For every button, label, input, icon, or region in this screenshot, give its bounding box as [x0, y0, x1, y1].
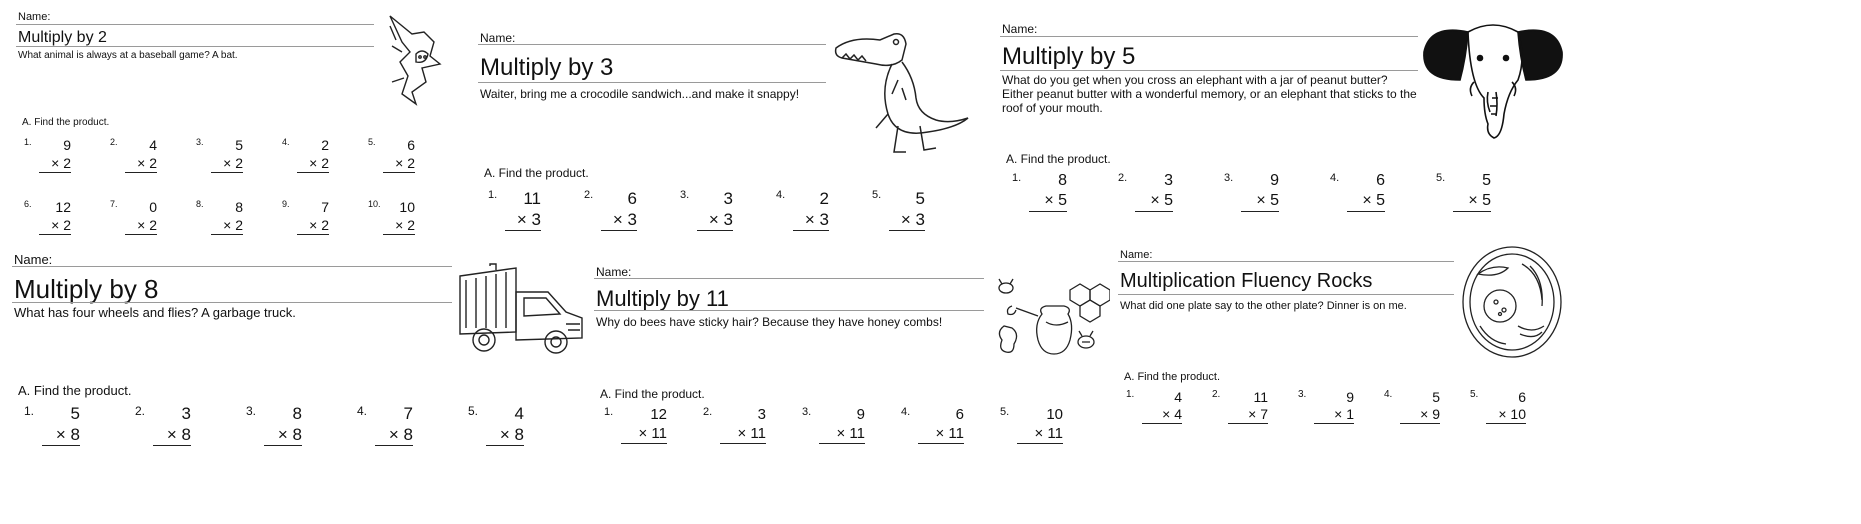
- name-line: [1000, 36, 1418, 37]
- problem-factor: 3: [1164, 172, 1173, 189]
- problem-number: 1.: [1126, 389, 1135, 400]
- problem-4: [282, 138, 352, 198]
- bat-icon: [382, 12, 452, 112]
- garbage-truck-icon: [456, 262, 588, 358]
- problem-number: 3.: [1298, 389, 1307, 400]
- problem-5: [468, 405, 538, 465]
- problem-multiplier: × 3: [889, 211, 925, 231]
- problem-number: 5.: [368, 137, 376, 147]
- problem-factor: 11: [1253, 389, 1268, 405]
- title-underline: [1000, 70, 1418, 71]
- problem-factor: 5: [235, 137, 243, 153]
- worksheet-multiply-by-5: [990, 0, 1861, 250]
- problem-number: 9.: [282, 199, 290, 209]
- problem-5: [1000, 407, 1070, 467]
- section-heading: A. Find the product.: [1006, 152, 1111, 166]
- title-underline: [478, 82, 826, 83]
- title-underline: [1118, 294, 1454, 295]
- problem-multiplier: × 2: [39, 218, 71, 235]
- problem-3: [802, 407, 872, 467]
- problem-number: 4.: [1330, 172, 1340, 184]
- joke-text: Why do bees have sticky hair? Because they have honey combs!: [596, 315, 943, 329]
- joke-text: What did one plate say to the other plate? Dinner is on me.: [1120, 300, 1407, 312]
- name-label: Name:: [14, 252, 53, 267]
- problem-factor: 4: [1174, 389, 1182, 405]
- problem-1: [1012, 173, 1082, 233]
- problem-3: [1298, 390, 1368, 450]
- problem-3: [246, 405, 316, 465]
- problem-multiplier: × 2: [297, 218, 329, 235]
- problem-number: 3.: [802, 406, 812, 418]
- problem-number: 6.: [24, 199, 32, 209]
- joke-text: What has four wheels and flies? A garbage truck.: [14, 305, 296, 320]
- worksheet-multiply-by-8: [0, 250, 600, 524]
- title-underline: [594, 310, 984, 311]
- problem-4: [1330, 173, 1400, 233]
- problem-multiplier: × 5: [1347, 193, 1385, 212]
- problem-multiplier: × 5: [1241, 193, 1279, 212]
- problem-4: [776, 190, 846, 250]
- title-underline: [12, 302, 452, 303]
- problem-3: [680, 190, 750, 250]
- section-heading: A. Find the product.: [1124, 371, 1220, 383]
- name-line: [12, 266, 452, 267]
- worksheet-multiply-by-3: [470, 0, 990, 250]
- problem-number: 5.: [468, 404, 479, 418]
- problem-multiplier: × 3: [601, 211, 637, 231]
- name-label: Name:: [480, 31, 516, 45]
- name-label: Name:: [1002, 22, 1038, 36]
- problem-factor: 3: [181, 404, 191, 423]
- problem-multiplier: × 10: [1486, 407, 1526, 424]
- problem-multiplier: × 11: [819, 426, 865, 444]
- joke-text: What animal is always at a baseball game? A bat.: [18, 50, 238, 61]
- section-heading: A. Find the product.: [22, 117, 110, 128]
- problem-number: 3.: [196, 137, 204, 147]
- problem-multiplier: × 8: [486, 426, 524, 446]
- problem-factor: 8: [1058, 172, 1067, 189]
- problem-multiplier: × 7: [1228, 407, 1268, 424]
- problem-2: [135, 405, 205, 465]
- problem-multiplier: × 3: [505, 211, 541, 231]
- name-line: [1118, 261, 1454, 262]
- problem-number: 2.: [584, 189, 594, 201]
- problem-number: 3.: [680, 189, 690, 201]
- problem-factor: 3: [757, 406, 766, 423]
- problem-factor: 9: [1270, 172, 1279, 189]
- problem-factor: 12: [650, 406, 667, 423]
- problem-factor: 7: [321, 199, 329, 215]
- problem-1: [488, 190, 558, 250]
- joke-text: Waiter, bring me a crocodile sandwich...and make it snappy!: [480, 87, 800, 101]
- problem-multiplier: × 1: [1314, 407, 1354, 424]
- problem-number: 2.: [1118, 172, 1128, 184]
- problem-2: [584, 190, 654, 250]
- worksheet-title: Multiply by 3: [480, 54, 614, 81]
- problem-2: [1118, 173, 1188, 233]
- problem-multiplier: × 2: [383, 156, 415, 173]
- problem-factor: 4: [514, 404, 524, 423]
- problem-multiplier: × 11: [720, 426, 766, 444]
- title-underline: [16, 46, 374, 47]
- name-line: [594, 278, 984, 279]
- worksheet-title: Multiplication Fluency Rocks: [1120, 270, 1373, 292]
- problem-number: 2.: [1212, 389, 1221, 400]
- problem-1: [24, 138, 94, 198]
- problem-number: 5.: [1470, 389, 1479, 400]
- problem-multiplier: × 2: [125, 218, 157, 235]
- problem-number: 4.: [901, 406, 911, 418]
- problem-5: [1470, 390, 1540, 450]
- name-label: Name:: [18, 11, 51, 23]
- name-line: [478, 44, 826, 45]
- name-label: Name:: [596, 265, 632, 279]
- worksheet-multiplication-fluency-rocks: [1110, 250, 1861, 524]
- problem-factor: 8: [235, 199, 243, 215]
- problem-factor: 10: [399, 199, 415, 215]
- problem-3: [196, 138, 266, 198]
- problem-number: 1.: [604, 406, 614, 418]
- problem-multiplier: × 8: [42, 426, 80, 446]
- problem-number: 2.: [135, 404, 146, 418]
- problem-factor: 6: [955, 406, 964, 423]
- problem-number: 1.: [24, 404, 35, 418]
- problem-number: 5.: [1436, 172, 1446, 184]
- bees-honey-icon: [990, 276, 1110, 362]
- problem-factor: 12: [55, 199, 71, 215]
- problem-factor: 5: [70, 404, 80, 423]
- problem-factor: 6: [1376, 172, 1385, 189]
- problem-multiplier: × 2: [383, 218, 415, 235]
- problem-4: [357, 405, 427, 465]
- problem-multiplier: × 2: [297, 156, 329, 173]
- problem-factor: 2: [819, 189, 829, 208]
- section-heading: A. Find the product.: [484, 166, 589, 180]
- problem-multiplier: × 5: [1029, 193, 1067, 212]
- problem-number: 4.: [282, 137, 290, 147]
- problem-2: [703, 407, 773, 467]
- problem-number: 4.: [357, 404, 368, 418]
- problem-multiplier: × 4: [1142, 407, 1182, 424]
- elephant-icon: [1422, 18, 1564, 142]
- problem-number: 4.: [776, 189, 786, 201]
- problem-factor: 6: [627, 189, 637, 208]
- problem-factor: 6: [1518, 389, 1526, 405]
- problem-number: 5.: [872, 189, 882, 201]
- section-heading: A. Find the product.: [18, 383, 132, 398]
- problem-multiplier: × 5: [1135, 193, 1173, 212]
- problem-factor: 9: [856, 406, 865, 423]
- worksheet-title: Multiply by 11: [596, 286, 729, 311]
- problem-number: 1.: [488, 189, 498, 201]
- worksheet-title: Multiply by 2: [18, 29, 107, 46]
- worksheet-title: Multiply by 5: [1002, 43, 1136, 70]
- problem-multiplier: × 11: [1017, 426, 1063, 444]
- problem-number: 5.: [1000, 406, 1010, 418]
- joke-text: What do you get when you cross an elephant with a jar of peanut butter? Either peanut butter with a wonderful memory, or an elephant that sticks to the roof of your mouth.: [1002, 73, 1417, 115]
- section-heading: A. Find the product.: [600, 387, 705, 401]
- problem-factor: 9: [1346, 389, 1354, 405]
- problem-factor: 9: [63, 137, 71, 153]
- worksheet-title: Multiply by 8: [14, 274, 159, 304]
- problem-factor: 7: [403, 404, 413, 423]
- worksheet-multiply-by-11: [590, 250, 1110, 524]
- problem-factor: 8: [292, 404, 302, 423]
- problem-multiplier: × 8: [375, 426, 413, 446]
- problem-multiplier: × 3: [697, 211, 733, 231]
- problem-1: [24, 405, 94, 465]
- problem-multiplier: × 9: [1400, 407, 1440, 424]
- problem-factor: 2: [321, 137, 329, 153]
- worksheet-multiply-by-2: [0, 0, 540, 280]
- problem-factor: 6: [407, 137, 415, 153]
- problem-5: [1436, 173, 1506, 233]
- problem-number: 2.: [110, 137, 118, 147]
- problem-4: [901, 407, 971, 467]
- problem-number: 7.: [110, 199, 118, 209]
- problem-number: 3.: [1224, 172, 1234, 184]
- problem-number: 1.: [1012, 172, 1022, 184]
- crocodile-icon: [832, 28, 974, 158]
- problem-1: [1126, 390, 1196, 450]
- problem-factor: 3: [723, 189, 733, 208]
- problem-multiplier: × 2: [211, 218, 243, 235]
- problem-factor: 5: [915, 189, 925, 208]
- dinner-plate-icon: [1460, 244, 1564, 360]
- problem-factor: 5: [1482, 172, 1491, 189]
- problem-multiplier: × 3: [793, 211, 829, 231]
- problem-factor: 10: [1046, 406, 1063, 423]
- problem-3: [1224, 173, 1294, 233]
- name-label: Name:: [1120, 249, 1153, 261]
- problem-2: [110, 138, 180, 198]
- problem-factor: 11: [523, 189, 541, 208]
- problem-factor: 5: [1432, 389, 1440, 405]
- problem-4: [1384, 390, 1454, 450]
- problem-number: 2.: [703, 406, 713, 418]
- problem-multiplier: × 8: [153, 426, 191, 446]
- problem-multiplier: × 11: [621, 426, 667, 444]
- problem-number: 3.: [246, 404, 257, 418]
- problem-multiplier: × 5: [1453, 193, 1491, 212]
- problem-factor: 4: [149, 137, 157, 153]
- problem-number: 8.: [196, 199, 204, 209]
- problem-5: [368, 138, 438, 198]
- name-line: [16, 24, 374, 25]
- problem-factor: 0: [149, 199, 157, 215]
- problem-multiplier: × 2: [211, 156, 243, 173]
- problem-2: [1212, 390, 1282, 450]
- problem-number: 4.: [1384, 389, 1393, 400]
- problem-5: [872, 190, 942, 250]
- problem-number: 10.: [368, 199, 381, 209]
- problem-multiplier: × 2: [125, 156, 157, 173]
- problem-multiplier: × 11: [918, 426, 964, 444]
- problem-number: 1.: [24, 137, 32, 147]
- problem-multiplier: × 2: [39, 156, 71, 173]
- problem-multiplier: × 8: [264, 426, 302, 446]
- problem-1: [604, 407, 674, 467]
